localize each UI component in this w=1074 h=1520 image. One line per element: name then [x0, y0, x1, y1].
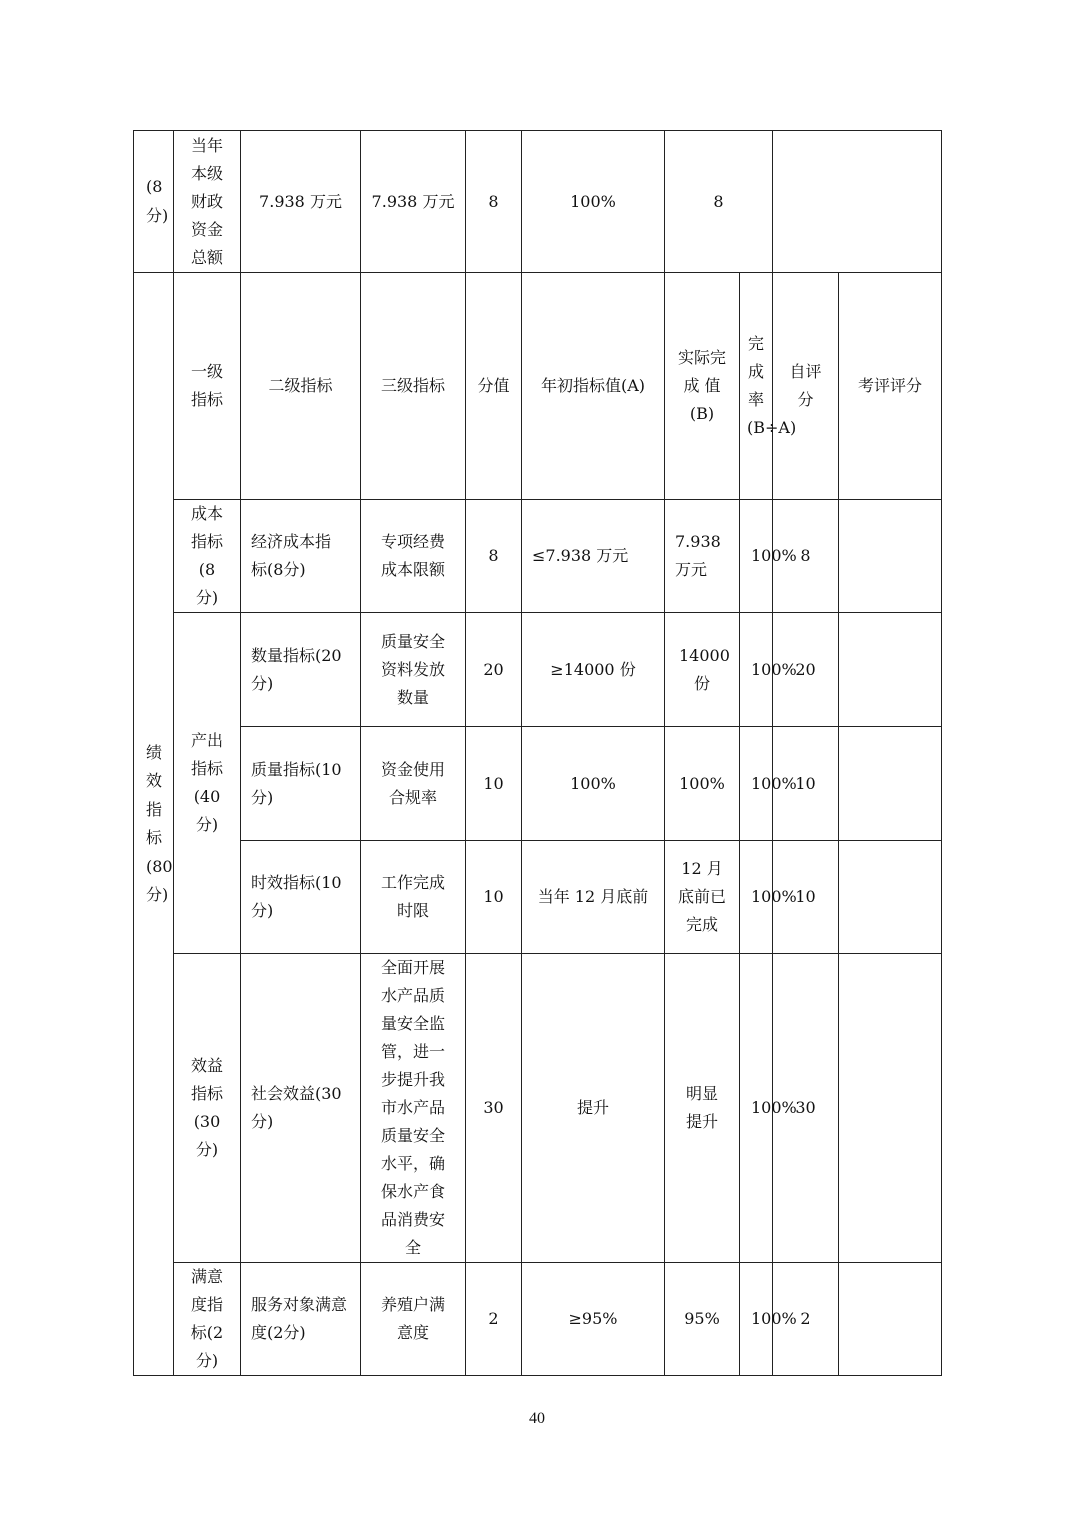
page-number: 40	[529, 1410, 545, 1427]
table-row	[134, 727, 942, 841]
performance-table	[133, 130, 942, 1376]
row-self-score: 10	[773, 841, 839, 954]
table-row	[134, 1263, 942, 1376]
row-review-score	[839, 1263, 942, 1376]
table-row	[134, 954, 942, 1263]
row-self-score: 20	[773, 613, 839, 727]
row-self-score: 30	[773, 954, 839, 1263]
row-self-score: 10	[773, 727, 839, 841]
header-level2: 二级指标	[241, 273, 361, 500]
row-points: 30	[466, 954, 522, 1263]
row-rate: 100%	[740, 1263, 773, 1376]
row-rate: 100%	[740, 500, 773, 613]
row-level2: 服务对象满意度(2分)	[241, 1263, 361, 1376]
row-actual: 明显提升	[665, 954, 740, 1263]
row-level1: 成本指标(8分)	[174, 500, 241, 613]
budget-score: 8	[665, 131, 773, 273]
row-target: 当年 12 月底前	[522, 841, 665, 954]
row-actual: 7.938 万元	[665, 500, 740, 613]
row-level2: 数量指标(20分)	[241, 613, 361, 727]
row-level1: 满意度指标(2分)	[174, 1263, 241, 1376]
row-level3: 工作完成时限	[361, 841, 466, 954]
row-review-score	[839, 841, 942, 954]
row-review-score	[839, 500, 942, 613]
header-row	[134, 273, 942, 500]
row-level3: 全面开展水产品质量安全监管，进一步提升我市水产品质量安全水平，确保水产食品消费安全	[361, 954, 466, 1263]
row-points: 2	[466, 1263, 522, 1376]
header-points: 分值	[466, 273, 522, 500]
row-level2: 时效指标(10分)	[241, 841, 361, 954]
budget-actual: 7.938 万元	[361, 131, 466, 273]
row-level3: 养殖户满意度	[361, 1263, 466, 1376]
row-level3: 专项经费成本限额	[361, 500, 466, 613]
row-level1: 产出指标(40分)	[174, 613, 241, 954]
row-target: 提升	[522, 954, 665, 1263]
row-level1: 效益指标(30分)	[174, 954, 241, 1263]
row-self-score: 8	[773, 500, 839, 613]
row-actual: 95%	[665, 1263, 740, 1376]
row-level2: 质量指标(10分)	[241, 727, 361, 841]
row-actual: 14000 份	[665, 613, 740, 727]
header-level1: 一级指标	[174, 273, 241, 500]
group-label: 绩效指标(80分)	[134, 273, 174, 1376]
row-target: 100%	[522, 727, 665, 841]
budget-annual: 7.938 万元	[241, 131, 361, 273]
budget-empty	[773, 131, 942, 273]
budget-rate: 100%	[522, 131, 665, 273]
header-review-score: 考评评分	[839, 273, 942, 500]
table-row	[134, 613, 942, 727]
budget-points: 8	[466, 131, 522, 273]
row-points: 8	[466, 500, 522, 613]
budget-category: 当年本级财政资金总额	[174, 131, 241, 273]
header-level3: 三级指标	[361, 273, 466, 500]
row-self-score: 2	[773, 1263, 839, 1376]
row-rate: 100%	[740, 727, 773, 841]
budget-label: (8分)	[134, 131, 174, 273]
header-actual: 实际完成 值(B)	[665, 273, 740, 500]
row-level3: 资金使用合规率	[361, 727, 466, 841]
row-target: ≤7.938 万元	[522, 500, 665, 613]
table-row	[134, 500, 942, 613]
row-review-score	[839, 613, 942, 727]
row-target: ≥14000 份	[522, 613, 665, 727]
row-actual: 12 月底前已完成	[665, 841, 740, 954]
row-points: 20	[466, 613, 522, 727]
table-row	[134, 841, 942, 954]
row-rate: 100%	[740, 613, 773, 727]
row-level2: 经济成本指标(8分)	[241, 500, 361, 613]
header-rate: 完成率(B÷A)	[740, 273, 773, 500]
row-target: ≥95%	[522, 1263, 665, 1376]
row-level2: 社会效益(30分)	[241, 954, 361, 1263]
row-review-score	[839, 954, 942, 1263]
row-actual: 100%	[665, 727, 740, 841]
row-points: 10	[466, 841, 522, 954]
row-rate: 100%	[740, 954, 773, 1263]
budget-row	[134, 131, 942, 273]
row-rate: 100%	[740, 841, 773, 954]
row-level3: 质量安全资料发放数量	[361, 613, 466, 727]
header-self-score: 自评分	[773, 273, 839, 500]
row-points: 10	[466, 727, 522, 841]
row-review-score	[839, 727, 942, 841]
header-target: 年初指标值(A)	[522, 273, 665, 500]
